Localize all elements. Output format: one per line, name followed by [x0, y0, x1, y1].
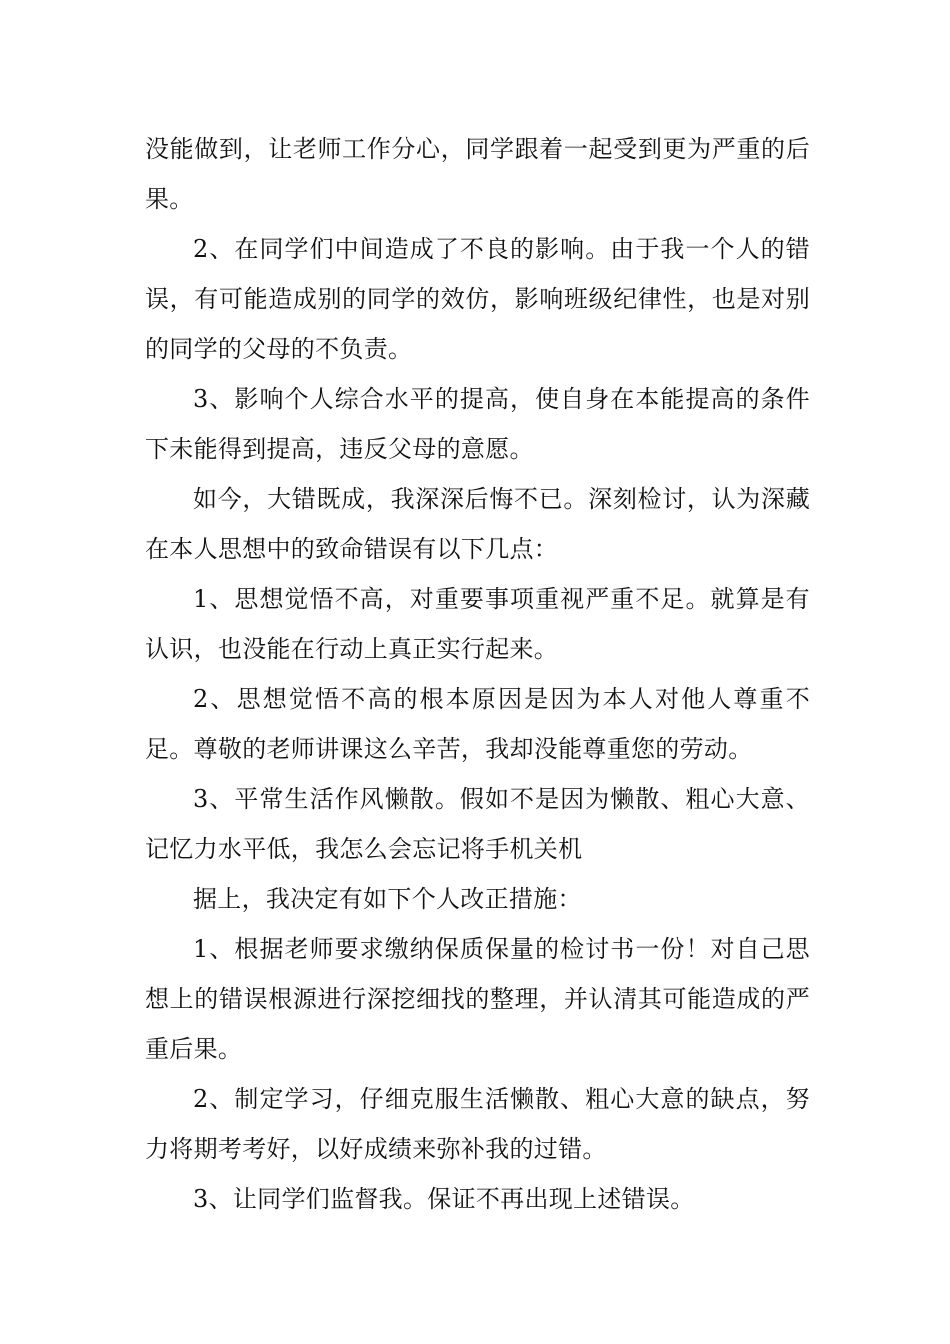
paragraph-influence-personal: 3、影响个人综合水平的提高，使自身在本能提高的条件下未能得到提高，违反父母的意愿。: [145, 385, 810, 463]
paragraph-measure-supervision: 3、让同学们监督我。保证不再出现上述错误。: [193, 1185, 695, 1213]
paragraph-reflection-intro: 如今，大错既成，我深深后悔不已。深刻检讨，认为深藏在本人思想中的致命错误有以下几点：: [145, 485, 810, 563]
paragraph-continuation: 没能做到，让老师工作分心，同学跟着一起受到更为严重的后果。: [145, 135, 810, 213]
document-body: [145, 124, 810, 1224]
paragraph-influence-classmates: 2、在同学们中间造成了不良的影响。由于我一个人的错误，有可能造成别的同学的效仿，影响班级纪律性，也是对别的同学的父母的不负责。: [145, 235, 810, 363]
paragraph-measure-study: 2、制定学习，仔细克服生活懒散、粗心大意的缺点，努力将期考考好，以好成绩来弥补我的过错。: [145, 1085, 810, 1163]
paragraph-measure-review: 1、根据老师要求缴纳保质保量的检讨书一份！对自己思想上的错误根源进行深挖细找的整理，并认清其可能造成的严重后果。: [145, 935, 810, 1063]
paragraph-error-respect: 2、思想觉悟不高的根本原因是因为本人对他人尊重不足。尊敬的老师讲课这么辛苦，我却没能尊重您的劳动。: [145, 685, 810, 763]
paragraph-error-lazy: 3、平常生活作风懒散。假如不是因为懒散、粗心大意、记忆力水平低，我怎么会忘记将手机关机: [145, 785, 810, 863]
paragraph-measures-intro: 据上，我决定有如下个人改正措施：: [193, 885, 582, 913]
paragraph-error-awareness: 1、思想觉悟不高，对重要事项重视严重不足。就算是有认识，也没能在行动上真正实行起来。: [145, 585, 810, 663]
